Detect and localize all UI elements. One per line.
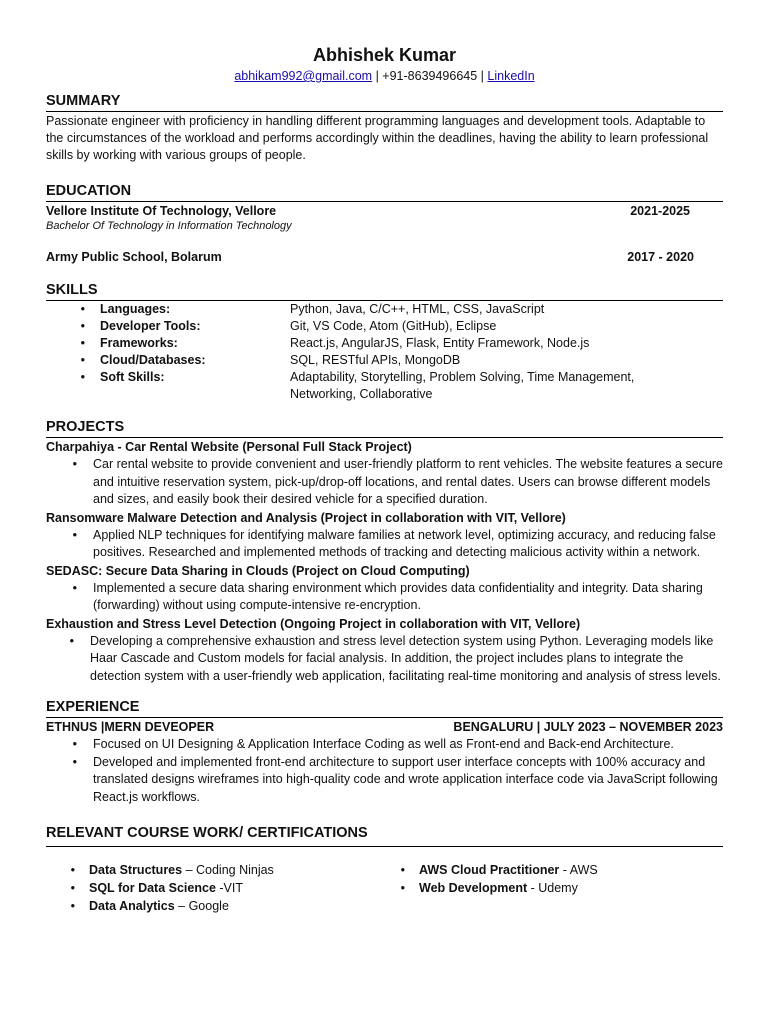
bullet: • bbox=[70, 899, 75, 913]
education-entry bbox=[46, 249, 723, 265]
skill-value: Git, VS Code, Atom (GitHub), Eclipse bbox=[290, 319, 497, 333]
project-text: Implemented a secure data sharing environment which provides data confidentiality and integrity. Data sharing (forwarding) without using compute-intensive re-encryption. bbox=[93, 580, 703, 612]
experience-text: Focused on UI Designing & Application Interface Coding as well as Front-end and Back-end Architecture. bbox=[93, 737, 674, 751]
section-title: SKILLS bbox=[46, 281, 723, 301]
skill-label: Frameworks: bbox=[100, 336, 178, 350]
section-title: SUMMARY bbox=[46, 92, 723, 112]
certification-name: SQL for Data Science bbox=[89, 881, 216, 895]
certification-item bbox=[46, 897, 376, 915]
section-title: PROJECTS bbox=[46, 418, 723, 438]
certification-name: Data Analytics bbox=[89, 899, 175, 913]
company-role: ETHNUS |MERN DEVEOPER bbox=[46, 720, 215, 734]
bullet: • bbox=[80, 302, 85, 316]
bullet: • bbox=[72, 737, 77, 751]
bullet: • bbox=[69, 633, 74, 648]
skill-row bbox=[46, 335, 723, 352]
project-title: Exhaustion and Stress Level Detection (Ongoing Project in collaboration with VIT, Vellore) bbox=[46, 616, 581, 631]
section-title: EXPERIENCE bbox=[46, 698, 723, 718]
section-title: RELEVANT COURSE WORK/ CERTIFICATIONS bbox=[46, 824, 723, 847]
skill-row bbox=[46, 318, 723, 335]
certification-item bbox=[376, 879, 706, 897]
skill-label: Soft Skills: bbox=[100, 370, 165, 384]
certification-item bbox=[46, 861, 376, 879]
bullet: • bbox=[80, 336, 85, 350]
skill-row bbox=[46, 352, 723, 369]
certification-provider: - AWS bbox=[559, 863, 598, 877]
bullet: • bbox=[72, 457, 77, 471]
resume-page bbox=[46, 44, 723, 915]
linkedin-link[interactable]: LinkedIn bbox=[487, 69, 535, 83]
project-text: Car rental website to provide convenient and user-friendly platform to rent vehicles. The website features a secure and intuitive reservation system, pick-up/drop-off locations, and rental dates. Users can browse different models and sizes, and easily book their desired vehicle for a specified duration. bbox=[93, 457, 723, 506]
institution-name: Army Public School, Bolarum bbox=[46, 250, 222, 264]
institution-name: Vellore Institute Of Technology, Vellore bbox=[46, 204, 277, 218]
certification-provider: -VIT bbox=[215, 881, 243, 895]
skills-section bbox=[46, 281, 723, 403]
bullet: • bbox=[72, 527, 77, 542]
experience-section bbox=[46, 698, 723, 806]
project-description bbox=[46, 456, 723, 509]
projects-section bbox=[46, 418, 723, 685]
certification-provider: - Udemy bbox=[527, 881, 578, 895]
education-entry bbox=[46, 203, 723, 219]
project-description bbox=[46, 580, 723, 615]
experience-header bbox=[46, 718, 723, 736]
skill-value: Python, Java, C/C++, HTML, CSS, JavaScript bbox=[290, 302, 545, 316]
skill-label: Languages: bbox=[100, 302, 171, 316]
project-text: Applied NLP techniques for identifying malware families at network level, optimizing accuracy, and reducing false positives. Researched and implemented methods of tracking and detecting malicious activity within a network. bbox=[93, 527, 716, 559]
section-title: EDUCATION bbox=[46, 182, 723, 202]
education-years: 2021-2025 bbox=[630, 204, 690, 218]
skill-label: Developer Tools: bbox=[100, 319, 201, 333]
email-link[interactable]: abhikam992@gmail.com bbox=[234, 69, 373, 83]
certification-name: Web Development bbox=[419, 881, 528, 895]
skill-row bbox=[46, 369, 723, 403]
bullet: • bbox=[70, 863, 75, 877]
certification-name: AWS Cloud Practitioner bbox=[419, 863, 560, 877]
coursework-section bbox=[46, 824, 723, 915]
contact-separator: | bbox=[372, 69, 383, 83]
experience-point bbox=[46, 754, 723, 807]
location-dates: BENGALURU | JULY 2023 – NOVEMBER 2023 bbox=[453, 720, 723, 734]
project-text: Developing a comprehensive exhaustion and stress level detection system using Python. Leveraging models like Haar Cascade and Custom models for facial analysis. In addition, the project includes plans to integrate the detection system with a user-friendly web application, facilitating real-time monitoring and analysis of stress levels. bbox=[90, 633, 721, 683]
summary-text: Passionate engineer with proficiency in handling different programming languages and development tools. Adaptable to the circumstances of the workload and performs accordingly within the deadlines, having the ability to learn professional skills by working with various groups of people. bbox=[46, 114, 709, 162]
bullet: • bbox=[72, 580, 77, 595]
bullet: • bbox=[400, 863, 405, 877]
bullet: • bbox=[80, 319, 85, 333]
skill-value: SQL, RESTful APIs, MongoDB bbox=[290, 353, 461, 367]
bullet: • bbox=[70, 881, 75, 895]
education-years: 2017 - 2020 bbox=[627, 250, 694, 264]
project-description bbox=[46, 633, 723, 686]
certification-provider: – Google bbox=[174, 899, 229, 913]
skill-label: Cloud/Databases: bbox=[100, 353, 206, 367]
phone-number: +91-8639496645 bbox=[382, 69, 478, 83]
project-title: SEDASC: Secure Data Sharing in Clouds (Project on Cloud Computing) bbox=[46, 563, 470, 578]
degree-name: Bachelor Of Technology in Information Technology bbox=[46, 220, 292, 232]
bullet: • bbox=[80, 370, 85, 384]
certification-list bbox=[46, 861, 723, 915]
certification-column bbox=[46, 861, 376, 915]
bullet: • bbox=[72, 754, 77, 769]
contact-separator: | bbox=[477, 69, 488, 83]
certification-item bbox=[46, 879, 376, 897]
bullet: • bbox=[80, 353, 85, 367]
skill-value: React.js, AngularJS, Flask, Entity Framework, Node.js bbox=[290, 336, 590, 350]
experience-point bbox=[46, 736, 723, 754]
skill-row bbox=[46, 301, 723, 318]
skill-value: Adaptability, Storytelling, Problem Solving, Time Management, Networking, Collaborative bbox=[290, 370, 635, 401]
certification-column bbox=[376, 861, 706, 915]
education-section bbox=[46, 182, 723, 265]
contact-line bbox=[46, 67, 723, 85]
certification-name: Data Structures bbox=[89, 863, 183, 877]
candidate-name: Abhishek Kumar bbox=[312, 45, 457, 65]
project-description bbox=[46, 527, 723, 562]
summary-section bbox=[46, 92, 723, 164]
certification-item bbox=[376, 861, 706, 879]
project-title: Ransomware Malware Detection and Analysis (Project in collaboration with VIT, Vellore) bbox=[46, 510, 566, 525]
project-title: Charpahiya - Car Rental Website (Personal Full Stack Project) bbox=[46, 440, 412, 454]
certification-provider: – Coding Ninjas bbox=[182, 863, 274, 877]
bullet: • bbox=[400, 881, 405, 895]
experience-text: Developed and implemented front-end architecture to support user interface concepts with 100% accuracy and translated designs wireframes into high-quality code and wrote application interface code via JavaScript following React.js workflows. bbox=[93, 754, 718, 804]
